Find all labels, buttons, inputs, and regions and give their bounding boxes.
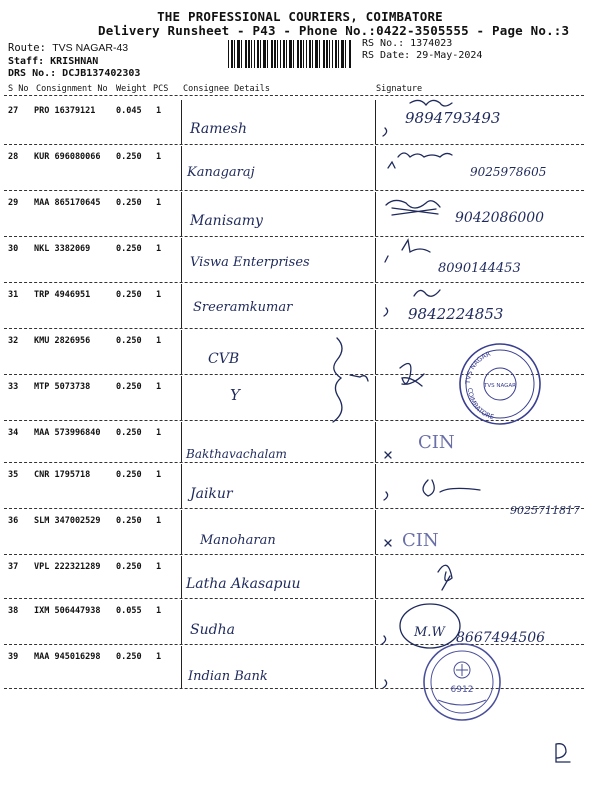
cell-weight: 0.250	[116, 652, 142, 662]
cell-consignment: TRP 4946951	[34, 290, 91, 300]
cell-sno: 35	[8, 470, 19, 480]
hw-signature-30: 8090144453	[438, 261, 521, 276]
cell-weight: 0.250	[116, 336, 142, 346]
cell-pcs: 1	[156, 152, 162, 162]
signature-scribble	[386, 200, 440, 215]
cell-pcs: 1	[156, 382, 162, 392]
cell-weight: 0.250	[116, 470, 142, 480]
hw-signature-27: 9894793493	[405, 109, 501, 127]
cell-weight: 0.250	[116, 152, 142, 162]
hw-signature-35: 9025711817	[510, 504, 580, 517]
hw-consignee-30: Viswa Enterprises	[190, 255, 310, 270]
col-pcs: PCS	[153, 84, 169, 94]
signature-scribble	[398, 153, 452, 157]
hw-consignee-36: Manoharan	[200, 533, 276, 548]
cell-sno: 34	[8, 428, 19, 438]
cell-sno: 31	[8, 290, 19, 300]
cell-weight: 0.045	[116, 106, 142, 116]
hw-signature-38: 8667494506	[456, 630, 546, 646]
cross-mark	[385, 540, 391, 546]
hw-consignee-27: Ramesh	[190, 121, 247, 137]
cell-consignment: PRO 16379121	[34, 106, 96, 116]
hw-signature-34: CIN	[418, 432, 455, 453]
cell-consignment: MTP 5073738	[34, 382, 91, 392]
cell-consignment: MAA 573996840	[34, 428, 101, 438]
hw-consignee-34: Bakthavachalam	[186, 447, 287, 461]
tick-mark	[383, 128, 387, 136]
cell-weight: 0.250	[116, 382, 142, 392]
cell-consignment: KUR 696080066	[34, 152, 101, 162]
stamp-top-text: TVS NAGAR	[463, 349, 492, 385]
col-weight: Weight	[116, 84, 147, 94]
svg-text:TVS NAGAR	[464, 350, 492, 386]
cross-mark	[385, 452, 391, 458]
cell-pcs: 1	[156, 562, 162, 572]
cell-pcs: 1	[156, 106, 162, 116]
signature-scribble	[385, 240, 430, 262]
hw-consignee-35: Jaikur	[190, 486, 233, 502]
cell-sno: 30	[8, 244, 19, 254]
signature-scribble	[400, 364, 424, 387]
cell-sno: 38	[8, 606, 19, 616]
hw-consignee-37: Latha Akasapuu	[186, 576, 301, 592]
arrow-mark	[350, 375, 368, 381]
cell-pcs: 1	[156, 606, 162, 616]
brace-mark	[333, 338, 342, 422]
cell-consignment: KMU 2826956	[34, 336, 91, 346]
tick-mark	[388, 162, 395, 168]
cell-pcs: 1	[156, 198, 162, 208]
hw-consignee-29: Manisamy	[190, 213, 263, 229]
cell-sno: 36	[8, 516, 19, 526]
cell-sno: 33	[8, 382, 19, 392]
cell-pcs: 1	[156, 290, 162, 300]
runsheet-subtitle: Delivery Runsheet - P43 - Phone No.:0422-3505555 - Page No.:3	[98, 23, 570, 38]
cell-sno: 29	[8, 198, 19, 208]
cell-sno: 27	[8, 106, 19, 116]
signature-scribble	[438, 565, 452, 590]
cell-weight: 0.250	[116, 516, 142, 526]
col-signature: Signature	[376, 84, 423, 94]
tick-mark	[382, 636, 386, 644]
hw-consignee-33: Y	[230, 386, 240, 404]
route-value: TVS NAGAR-43	[52, 42, 129, 54]
cell-pcs: 1	[156, 652, 162, 662]
cell-consignment: IXM 506447938	[34, 606, 101, 616]
cell-sno: 39	[8, 652, 19, 662]
hw-signature-28: 9025978605	[470, 165, 547, 179]
bank-stamp	[424, 644, 500, 720]
tvs-nagar-stamp	[460, 344, 540, 424]
hw-signature-29: 9042086000	[455, 210, 545, 226]
hw-consignee-32: CVB	[208, 351, 240, 367]
cell-sno: 28	[8, 152, 19, 162]
cell-consignment: SLM 347002529	[34, 516, 101, 526]
cell-weight: 0.250	[116, 290, 142, 300]
cell-consignment: CNR 1795718	[34, 470, 91, 480]
cell-sno: 37	[8, 562, 19, 572]
cell-consignment: VPL 222321289	[34, 562, 101, 572]
hw-consignee-31: Sreeramkumar	[193, 300, 293, 315]
drs-number: DRS No.: DCJB137402303	[8, 68, 141, 79]
svg-text:COIMBATORE	[466, 388, 495, 422]
col-consignment: Consignment No	[36, 84, 108, 94]
company-title: THE PROFESSIONAL COURIERS, COIMBATORE	[157, 9, 443, 24]
route-label: Route:	[8, 42, 53, 54]
stamp-bottom-text: COIMBATORE	[465, 387, 495, 422]
cell-pcs: 1	[156, 336, 162, 346]
hw-signature-36: CIN	[402, 530, 439, 551]
bank-stamp-code: 6912	[450, 685, 474, 695]
cell-sno: 32	[8, 336, 19, 346]
staff-line: Staff: KRISHNAN	[8, 56, 99, 67]
cell-consignment: MAA 945016298	[34, 652, 101, 662]
page-corner-mark	[556, 744, 570, 762]
col-sno: S No	[8, 84, 29, 94]
rs-date: RS Date: 29-May-2024	[362, 50, 483, 61]
hw-sig-initials: M.W	[414, 625, 445, 640]
cell-weight: 0.250	[116, 244, 142, 254]
cell-pcs: 1	[156, 428, 162, 438]
rs-number: RS No.: 1374023	[362, 38, 453, 49]
cell-weight: 0.250	[116, 562, 142, 572]
tick-mark	[383, 680, 387, 688]
cell-weight: 0.250	[116, 198, 142, 208]
hw-consignee-28: Kanagaraj	[187, 165, 255, 180]
cell-consignment: MAA 865170645	[34, 198, 101, 208]
cell-consignment: NKL 3382069	[34, 244, 91, 254]
cell-weight: 0.055	[116, 606, 142, 616]
col-consignee: Consignee Details	[183, 84, 270, 94]
signature-scribble	[384, 480, 480, 500]
cell-pcs: 1	[156, 470, 162, 480]
cell-pcs: 1	[156, 244, 162, 254]
hw-consignee-38: Sudha	[190, 622, 235, 638]
hw-consignee-39: Indian Bank	[188, 669, 268, 684]
hw-signature-31: 9842224853	[408, 305, 504, 323]
signature-scribble	[410, 100, 452, 106]
cell-pcs: 1	[156, 516, 162, 526]
cell-weight: 0.250	[116, 428, 142, 438]
stamp-middle-text: TVS NAGAR	[484, 383, 516, 389]
